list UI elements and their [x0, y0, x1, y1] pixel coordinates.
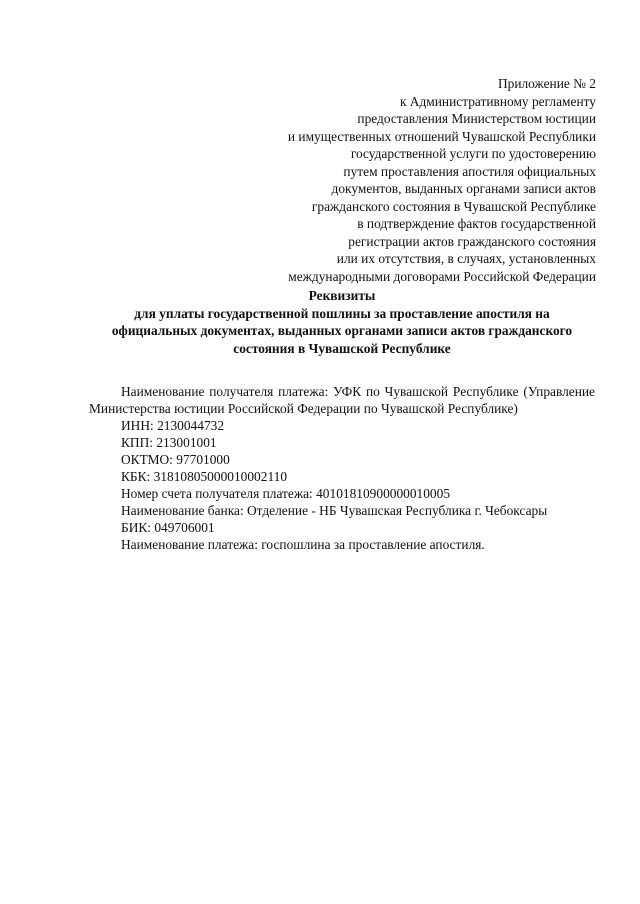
payment-purpose-field: Наименование платежа: госпошлина за проставление апостиля.	[121, 537, 485, 552]
bank-name-field: Наименование банка: Отделение - НБ Чувашская Республика г. Чебоксары	[121, 503, 548, 518]
appendix-line: и имущественных отношений Чувашской Республики	[287, 128, 596, 144]
appendix-line: к Административному регламенту	[399, 93, 596, 109]
title-heading: Реквизиты	[308, 288, 376, 303]
appendix-line: или их отсутствия, в случаях, установленных	[336, 251, 596, 266]
appendix-line: путем проставления апостиля официальных	[343, 163, 596, 179]
appendix-line: предоставления Министерством юстиции	[357, 111, 596, 126]
appendix-header	[236, 75, 596, 285]
bik-field: БИК: 049706001	[121, 520, 215, 535]
appendix-line: регистрации актов гражданского состояния	[348, 233, 596, 249]
title-line: официальных документах, выданных органами записи актов гражданского	[111, 323, 573, 338]
kpp-field: КПП: 213001001	[121, 435, 217, 450]
appendix-line: государственной услуги по удостоверению	[350, 146, 596, 161]
appendix-number: Приложение № 2	[497, 76, 596, 91]
appendix-line: документов, выданных органами записи актов	[331, 181, 596, 196]
document-title	[60, 287, 624, 357]
appendix-line: в подтверждение фактов государственной	[357, 216, 596, 231]
kbk-field: КБК: 31810805000010002110	[121, 469, 288, 484]
appendix-line: международными договорами Российской Федерации	[288, 268, 596, 284]
inn-field: ИНН: 2130044732	[121, 418, 225, 433]
appendix-line: гражданского состояния в Чувашской Республике	[311, 198, 596, 214]
title-line: состояния в Чувашской Республике	[233, 340, 451, 356]
title-line: для уплаты государственной пошлины за проставление апостиля на	[134, 305, 550, 321]
oktmo-field: ОКТМО: 97701000	[121, 452, 230, 467]
account-number-field: Номер счета получателя платежа: 40101810900000010005	[121, 486, 451, 501]
payment-requisites	[89, 383, 595, 553]
recipient-name: Наименование получателя платежа: УФК по Чувашской Республике (Управление Министерства юстиции Российской Федерации по Чувашской Республике)	[89, 384, 595, 416]
